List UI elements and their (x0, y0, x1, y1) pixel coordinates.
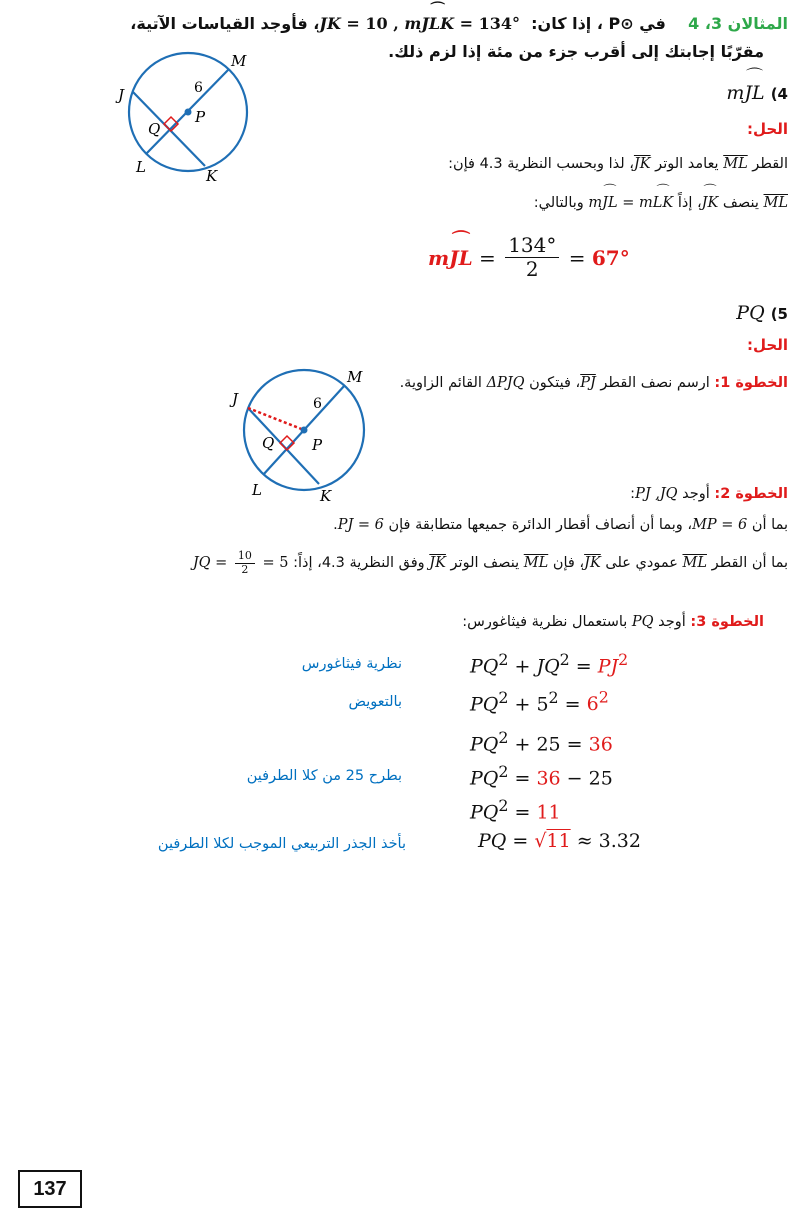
step-3: الخطوة 3: أوجد PQ باستعمال نظرية فيثاغورس: (462, 614, 764, 630)
part-5-solution-label: الحل: (747, 336, 788, 354)
page-number: 137 (18, 1170, 82, 1208)
problem-line-2: مقرّبًا إجابتك إلى أقرب جزء من مئة إذا لزم ذلك. (388, 42, 764, 61)
note-4: بطرح 25 من كلا الطرفين (246, 768, 402, 784)
svg-text:L: L (252, 481, 262, 499)
part-4-line-1: القطر ML يعامد الوتر JK، لذا وبحسب النظرية 4.3 فإن: (448, 156, 788, 172)
problem-intro: في ⊙P ، إذا كان: (531, 14, 666, 33)
note-1: نظرية فيثاغورس (301, 656, 402, 672)
part-5-number: (5 (770, 305, 788, 323)
circle-figure-2 (222, 364, 382, 504)
part-5-heading (736, 302, 788, 324)
equation-5: $PQ^2 = 11$ (470, 796, 561, 824)
svg-text:Q: Q (262, 434, 275, 452)
example-header (130, 14, 788, 33)
svg-text:J: J (118, 86, 125, 104)
svg-text:K: K (320, 487, 332, 504)
step-2-line-3: بما أن القطر ML عمودي على JK، فإن ML ينصف الوتر JK وفق النظرية 4.3، إذاً: JQ = $\frac{10}{2}$ = 5 (192, 549, 788, 576)
result-value: 67° (591, 245, 630, 270)
svg-text:Q: Q (148, 120, 161, 138)
svg-text:J: J (232, 390, 239, 408)
part-4-heading (726, 82, 788, 104)
svg-text:6: 6 (313, 396, 322, 412)
given-values: JK = 10 , m⌒ JLK = 134° (319, 14, 525, 33)
svg-text:6: 6 (194, 80, 203, 96)
note-2: بالتعويض (348, 694, 402, 710)
note-6: بأخذ الجذر التربيعي الموجب لكلا الطرفين (157, 836, 406, 852)
part-4-line-2: ML ينصف ⌒ JK، إذاً m⌒ JL = m⌒ LK وبالتالي: (28, 195, 788, 211)
svg-text:K: K (206, 167, 218, 185)
part-4-target: m⌒ JL (726, 82, 764, 104)
svg-text:P: P (312, 436, 323, 454)
equation-4: $PQ^2 = 36 - 25$ (470, 762, 613, 790)
part-5-target: PQ (736, 302, 765, 324)
svg-text:M: M (347, 368, 363, 386)
svg-text:P: P (195, 108, 206, 126)
step-2: الخطوة 2: أوجد PJ ,JQ: (630, 486, 788, 502)
svg-text:M: M (231, 52, 247, 70)
example-label: المثالان 3، 4 (688, 14, 788, 33)
part-4-result: m⌒ JL = $\frac{134^\circ}{2}$ = 67° (428, 234, 630, 281)
equation-6: PQ = √11 ≈ 3.32 (478, 830, 641, 852)
result-fraction: $\frac{134^\circ}{2}$ (505, 234, 559, 281)
part-4-solution-label: الحل: (747, 120, 788, 138)
svg-text:L: L (136, 158, 146, 176)
equation-1: $PQ^2 + JQ^2 = PJ^2$ (470, 650, 629, 678)
step-2-line-2: بما أن MP = 6، وبما أن أنصاف أقطار الدائرة جميعها متطابقة فإن PJ = 6. (333, 517, 788, 533)
part-4-number: (4 (770, 85, 788, 103)
problem-rest: ، فأوجد القياسات الآتية، (130, 14, 320, 33)
result-lhs: m⌒ JL (428, 246, 473, 270)
step-1: الخطوة 1: ارسم نصف القطر PJ، فيتكون ΔPJQ القائم الزاوية. (399, 375, 788, 391)
equation-3: $PQ^2 + 25 = 36$ (470, 728, 613, 756)
equation-2: $PQ^2 + 5^2 = 6^2$ (470, 688, 609, 716)
